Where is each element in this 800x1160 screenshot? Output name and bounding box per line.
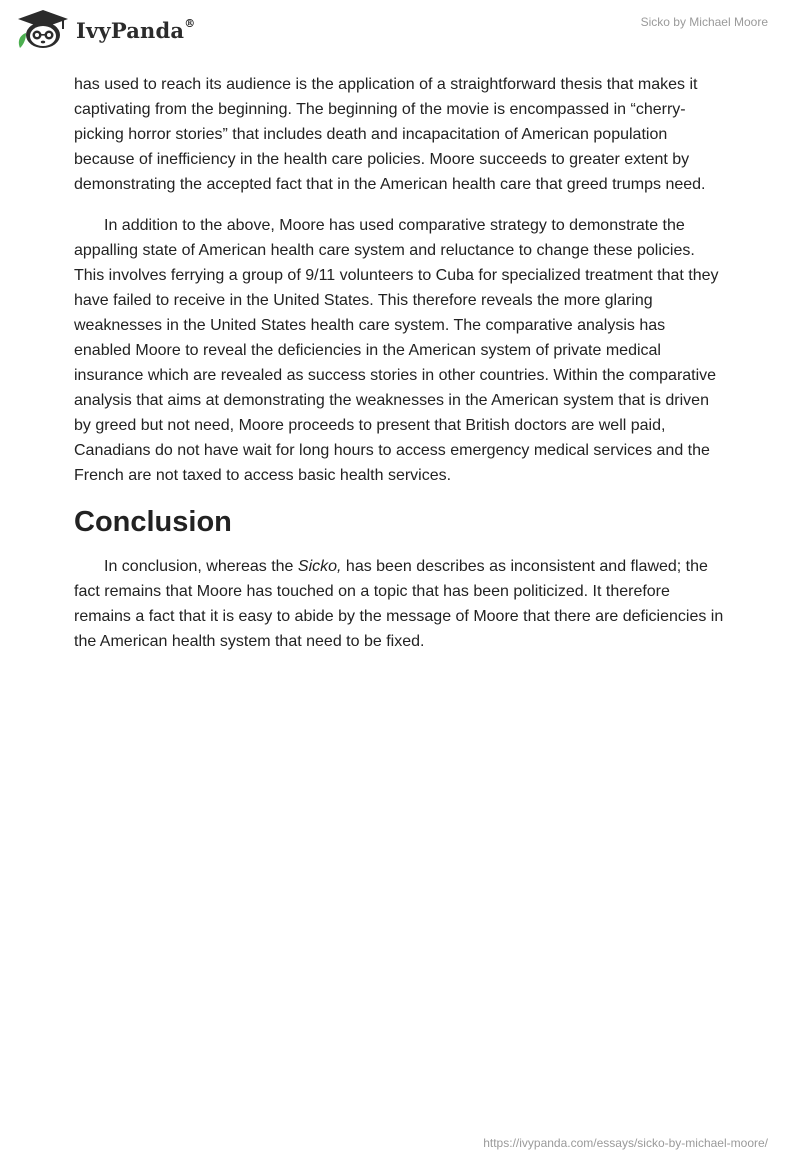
document-title: Sicko by Michael Moore [640,15,768,29]
ivypanda-logo[interactable] [14,8,195,50]
panda-graduation-icon [14,8,72,50]
page-header [0,0,800,70]
essay-content [74,72,726,670]
conclusion-paragraph: In conclusion, whereas the Sicko, has been describes as inconsistent and flawed; the fact remains that Moore has touched on a topic that has been politicized. It therefore remains a fact that it is easy to abide by the message of Moore that there are deficiencies in the American health system that need to be fixed. [74,558,724,650]
source-url[interactable]: https://ivypanda.com/essays/sicko-by-michael-moore/ [483,1136,768,1150]
conclusion-heading: Conclusion [74,506,232,538]
logo-text: IvyPanda® [76,16,196,43]
body-paragraph-1: has used to reach its audience is the application of a straightforward thesis that makes it captivating from the beginning. The beginning of the movie is encompassed in “cherry-picking horror stories” that includes death and incapacitation of American population because of inefficiency in the health care policies. Moore succeeds to greater extent by demonstrating the accepted fact that in the American health care that greed trumps need. [74,76,706,193]
film-title-emphasis: Sicko, [297,558,342,575]
body-paragraph-2: In addition to the above, Moore has used comparative strategy to demonstrate the appalling state of American health care system and reluctance to change these policies. This involves ferrying a group of 9/11 volunteers to Cuba for specialized treatment that they have failed to receive in the United States. This therefore reveals the more glaring weaknesses in the United States health care system. The comparative analysis has enabled Moore to reveal the deficiencies in the American system of private medical insurance which are revealed as success stories in other countries. Within the comparative analysis that aims at demonstrating the weaknesses in the American system that is driven by greed but not need, Moore proceeds to present that British doctors are well paid, Canadians do not have wait for long hours to access emergency medical services and the French are not taxed to access basic health services. [74,217,719,484]
